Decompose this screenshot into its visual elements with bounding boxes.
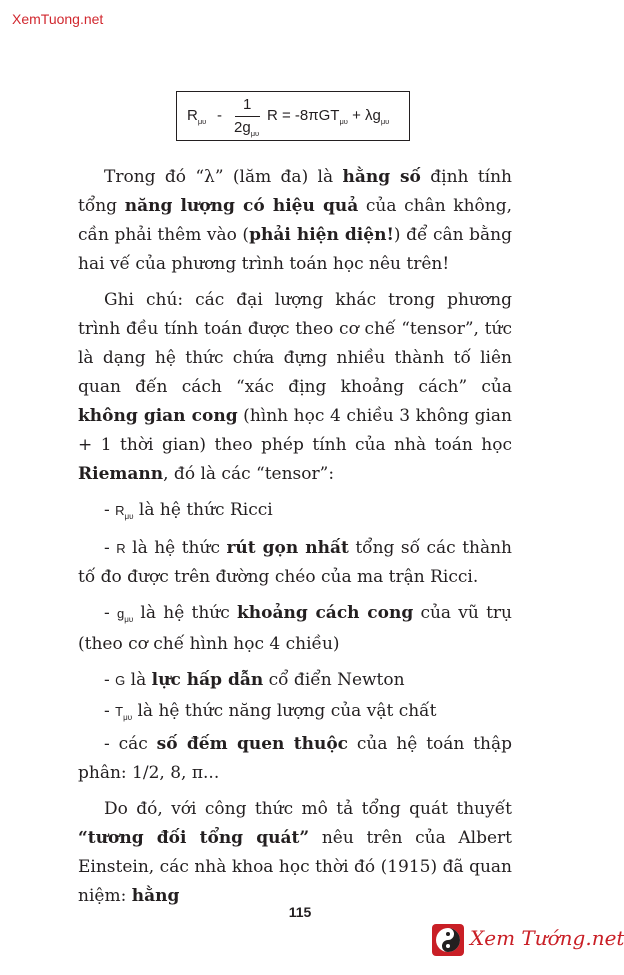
formula-rest: R = -8πGT [267, 107, 340, 124]
formula-right-side [267, 107, 389, 124]
text: của chân không, cần phải thêm vào ( [78, 196, 513, 245]
bold-text: hằng [131, 886, 180, 906]
text: Trong đó “λ” (lăm đa) là [104, 167, 343, 187]
dash: - [104, 734, 110, 754]
text: định tính tổng [78, 167, 512, 216]
text: là hệ thức Ricci [133, 500, 273, 520]
text: Do đó, với công thức mô tả tổng quát thuyết [104, 799, 512, 819]
symbol: R [116, 541, 126, 556]
subscript: μυ [124, 512, 134, 521]
text: Ghi chú: các đại lượng khác trong phương trình đều tính toán được theo cơ chế “tensor”, tức là dạng hệ thức chứa đựng nhiều thành tố liên quan đến cách “xác địng khoảng cách” của [78, 290, 512, 397]
page-body [78, 163, 512, 918]
symbol: g [116, 606, 125, 621]
text: , đó là các “tensor”: [163, 464, 335, 484]
bold-text: năng lượng có hiệu quả [124, 196, 359, 216]
formula-denominator [234, 119, 259, 136]
formula-sub: μυ [197, 117, 207, 126]
subscript: μυ [124, 615, 134, 624]
formula-sub: μυ [380, 117, 390, 126]
formula-denominator-text: 2g [234, 119, 251, 136]
list-item-gravity [78, 666, 512, 695]
text: các [109, 734, 157, 754]
watermark-text: Xem Tướng.net [470, 926, 624, 950]
list-item-energy-tensor [78, 697, 512, 728]
dash: - [104, 670, 110, 690]
site-header-link[interactable]: XemTuong.net [12, 11, 104, 27]
text: tổng số các thành tố đo được trên đường chéo của ma trận Ricci. [78, 538, 513, 587]
bold-text: rút gọn nhất [226, 538, 349, 558]
dash: - [104, 603, 110, 623]
list-item-metric-tensor [78, 599, 512, 659]
paragraph-conclusion [78, 795, 512, 911]
list-item-ricci-scalar [78, 534, 512, 592]
dash: - [104, 500, 110, 520]
text: là hệ thức [125, 538, 227, 558]
paragraph-lambda [78, 163, 512, 279]
paragraph-note [78, 286, 512, 489]
text: là [125, 670, 152, 690]
formula-minus: - [217, 107, 222, 124]
subscript: μυ [123, 713, 133, 722]
text: của hệ toán thập phân: 1/2, 8, π... [78, 734, 512, 783]
fraction-line [235, 116, 260, 117]
text: (hình học 4 chiều 3 không gian + 1 thời gian) theo phép tính của nhà toán học [78, 406, 512, 455]
bold-text: “tương đối tổng quát” [78, 828, 310, 848]
formula-sub: μυ [339, 117, 348, 126]
symbol: G [115, 673, 126, 688]
dash: - [104, 701, 110, 721]
bold-text: Riemann [78, 464, 164, 484]
text: cổ điển Newton [263, 670, 405, 690]
site-watermark [432, 924, 624, 964]
symbol: R [115, 503, 125, 518]
bold-text: khoảng cách cong [236, 603, 414, 623]
formula-ricci-term [187, 107, 206, 124]
bold-text: số đếm quen thuộc [156, 734, 349, 754]
bold-text: lực hấp dẫn [151, 670, 264, 690]
list-item-numbers [78, 730, 512, 788]
yin-yang-icon [432, 924, 464, 956]
list-item-ricci-tensor [78, 496, 512, 527]
formula-sub: μυ [250, 129, 260, 138]
bold-text: không gian cong [78, 406, 238, 426]
formula-r: R [187, 107, 198, 124]
text: ) để cân bằng hai vế của phương trình toán học nêu trên! [78, 225, 513, 274]
einstein-field-equation [176, 91, 410, 141]
formula-lambda-term: + λg [352, 107, 381, 124]
text: của vũ trụ (theo cơ chế hình học 4 chiều) [78, 603, 512, 654]
bold-text: hằng số [342, 167, 421, 187]
bold-text: phải hiện diện! [249, 225, 394, 245]
symbol: T [115, 704, 124, 719]
text: là hệ thức năng lượng của vật chất [132, 701, 437, 721]
page-number: 115 [288, 904, 312, 920]
dash: - [104, 538, 110, 558]
formula-numerator: 1 [243, 96, 252, 113]
text: là hệ thức [133, 603, 237, 623]
text: nêu trên của Albert Einstein, các nhà khoa học thời đó (1915) đã quan niệm: [78, 828, 512, 906]
